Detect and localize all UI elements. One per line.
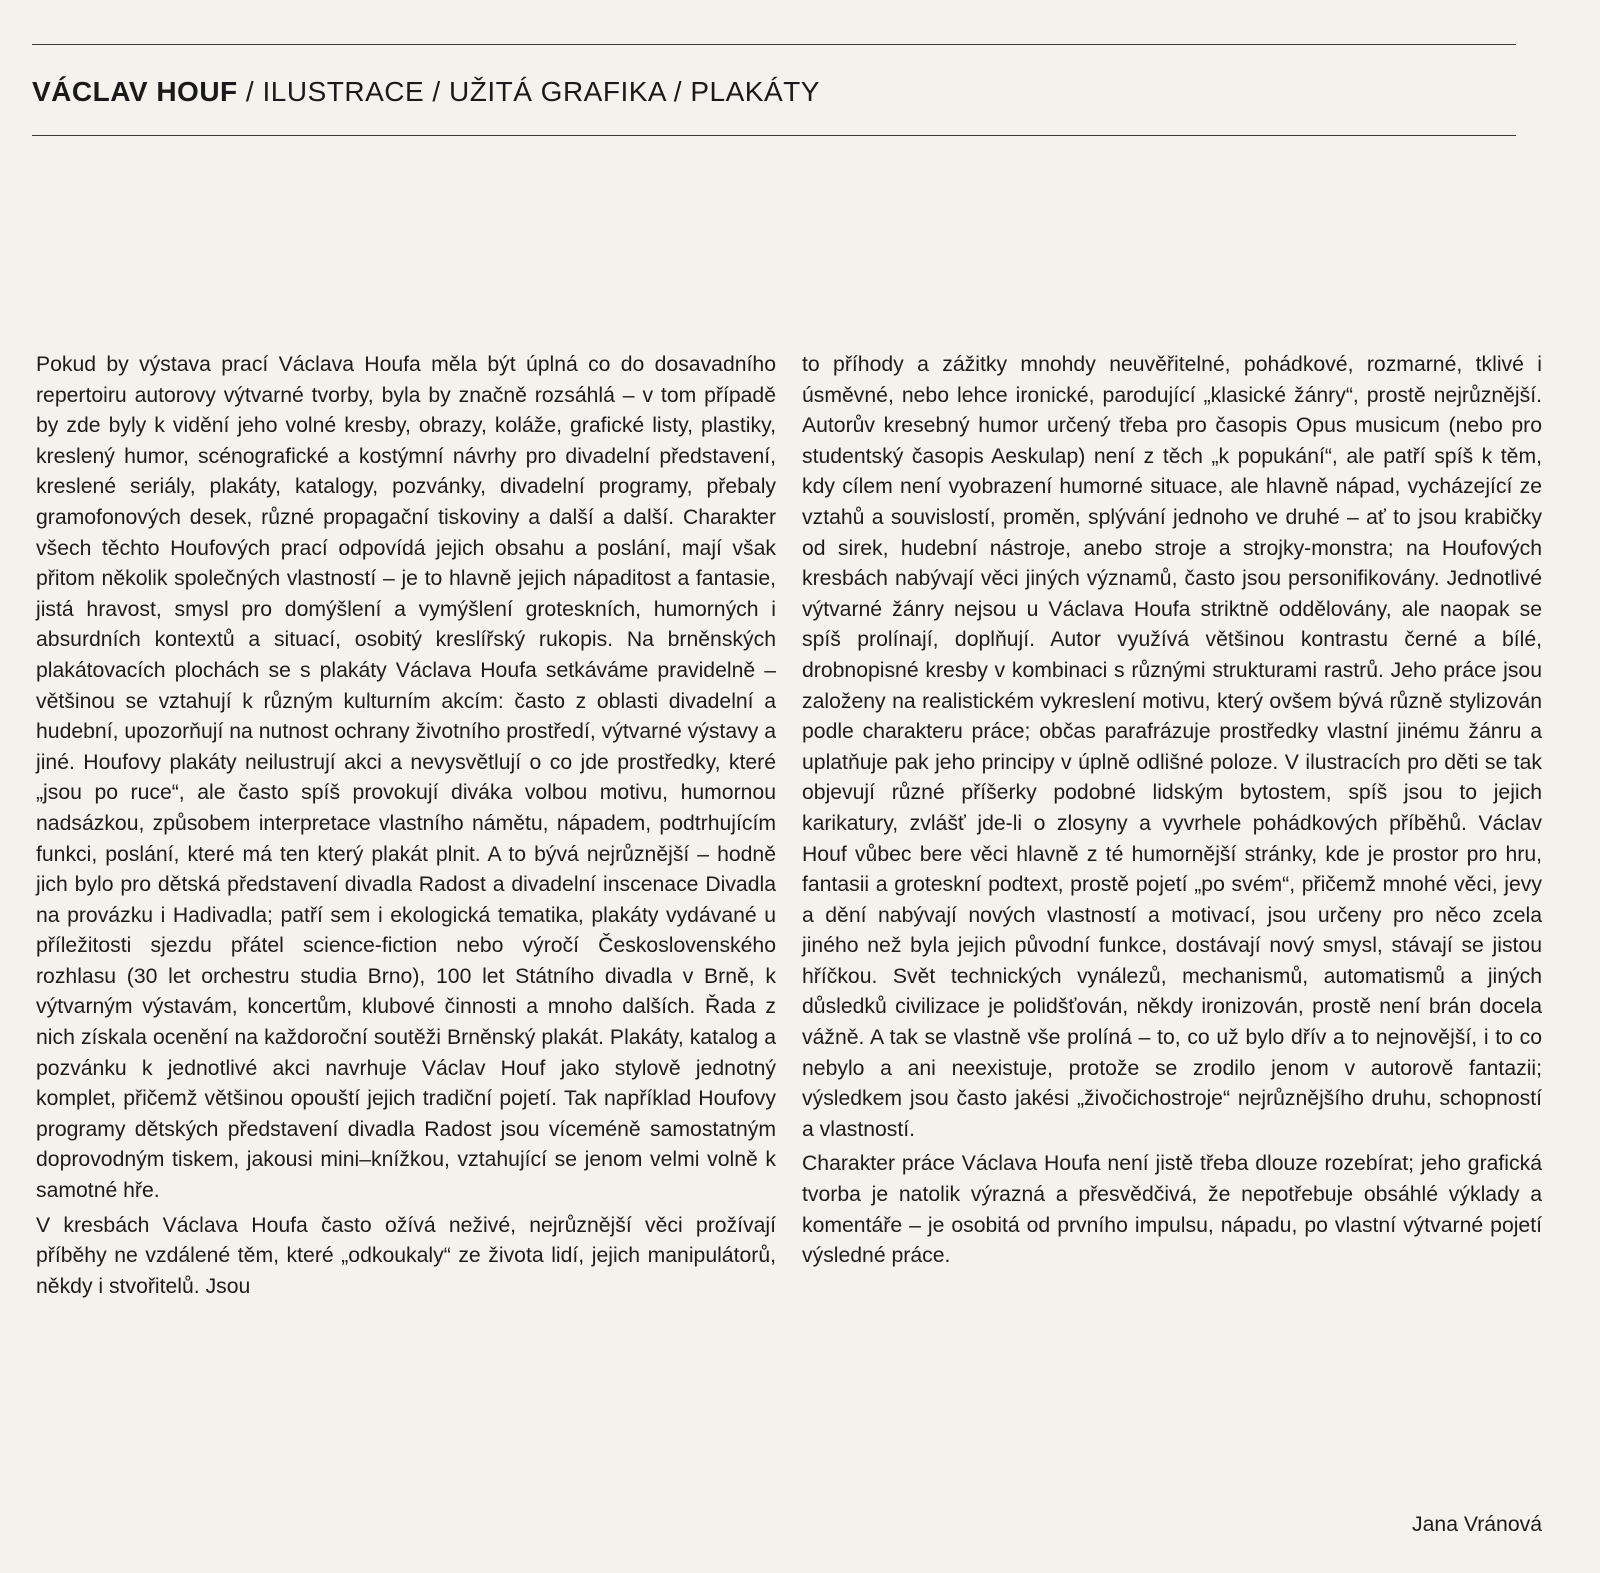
title-separator: / [665,76,691,107]
page-title [32,76,820,108]
article-signature: Jana Vránová [1412,1513,1542,1536]
title-author: VÁCLAV HOUF [32,76,238,107]
article-paragraph: Charakter práce Václava Houfa není jistě třeba dlouze rozebírat; jeho grafická tvorba je natolik výrazná a přesvědčivá, že nepotřebuje obsáhlé výklady a komentáře – je osobitá od prvního impulsu, nápadu, po vlastní výtvarné pojetí výsledné práce. [802,1152,1542,1268]
title-topic-ilustrace: ILUSTRACE [262,76,425,107]
title-separator: / [237,76,263,107]
title-topic-plakaty: PLAKÁTY [690,76,820,107]
article-left-column [36,350,776,1306]
top-rule [32,44,1516,45]
article-paragraph: V kresbách Václava Houfa často ožívá neživé, nejrůznější věci prožívají příběhy ne vzdálené těm, které „odkoukaly“ ze života lidí, jejich manipulátorů, někdy i stvořitelů. Jsou [36,1213,776,1298]
article-paragraph: Pokud by výstava prací Václava Houfa měla být úplná co do dosavadního repertoiru autorovy výtvarné tvorby, byla by značně rozsáhlá – v tom případě by zde byly k vidění jeho volné kresby, obrazy, koláže, grafické listy, plastiky, kreslený humor, scénografické a kostýmní návrhy pro divadelní představení, kreslené seriály, plakáty, katalogy, pozvánky, divadelní programy, přebaly gramofonových desek, různé propagační tiskoviny a další a další. Charakter všech těchto Houfových prací odpovídá jejich obsahu a poslání, mají však přitom několik společných vlastností – je to hlavně jejich nápaditost a fantasie, jistá hravost, smysl pro domýšlení a vymýšlení groteskních, humorných i absurdních kontextů a situací, osobitý kreslířský rukopis. Na brněnských plakátovacích plochách se s plakáty Václava Houfa setkáváme pravidelně – většinou se vztahují k různým kulturním akcím: často z oblasti divadelní a hudební, upozorňují na nutnost ochrany životního prostředí, výtvarné výstavy a jiné. Houfovy plakáty neilustrují akci a nevysvětlují o co jde prostředky, které „jsou po ruce“, ale často spíš provokují diváka volbou motivu, humornou nadsázkou, způsobem interpretace vlastního námětu, nápadem, podtrhujícím funkci, poslání, které má ten který plakát plnit. A to bývá nejrůznější – hodně jich bylo pro dětská představení divadla Radost a divadelní inscenace Divadla na provázku i Hadivadla; patří sem i ekologická tematika, plakáty vydávané u příležitosti sjezdu přátel science-fiction nebo výročí Československého rozhlasu (30 let orchestru studia Brno), 100 let Státního divadla v Brně, k výtvarným výstavám, koncertům, klubové činnosti a mnoho dalších. Řada z nich získala ocenění na každoroční soutěži Brněnský plakát. Plakáty, katalog a pozvánku k jednotlivé akci navrhuje Václav Houf jako stylově jednotný komplet, přičemž většinou opouští jejich tradiční pojetí. Tak například Houfovy programy dětských představení divadla Radost jsou víceméně samostatným doprovodným tiskem, jakousi mini–knížkou, vztahující se jenom velmi volně k samotné hře. [36,353,776,1203]
bottom-rule [32,135,1516,136]
title-topic-uzita-grafika: UŽITÁ GRAFIKA [449,76,666,107]
article-paragraph: to příhody a zážitky mnohdy neuvěřitelné, pohádkové, rozmarné, tklivé i úsměvné, nebo lehce ironické, parodující „klasické žánry“, prostě nejrůznější. Autorův kresebný humor určený třeba pro časopis Opus musicum (nebo pro studentský časopis Aeskulap) není z těch „k popukání“, ale patří spíš k těm, kdy cílem není vyobrazení humorné situace, ale hlavně nápad, vycházející ze vztahů a souvislostí, proměn, splývání jednoho ve druhé – ať to jsou krabičky od sirek, hudební nástroje, anebo stroje a strojky-monstra; na Houfových kresbách nabývají věci jiných významů, často jsou personifikovány. Jednotlivé výtvarné žánry nejsou u Václava Houfa striktně oddělovány, ale naopak se spíš prolínají, doplňují. Autor využívá většinou kontrastu černé a bílé, drobnopisné kresby v kombinaci s různými strukturami rastrů. Jeho práce jsou založeny na realistickém vykreslení motivu, který ovšem bývá různě stylizován podle charakteru práce; občas parafrázuje prostředky vlastní jinému žánru a uplatňuje pak jeho principy v úplně odlišné poloze. V ilustracích pro děti se tak objevují různé příšerky podobné lidským bytostem, spíš jsou to jejich karikatury, zvlášť jde-li o zlosyny a vyvrhele pohádkových příběhů. Václav Houf vůbec bere věci hlavně z té humornější stránky, kde je prostor pro hru, fantasii a groteskní podtext, prostě pojetí „po svém“, přičemž mnohé věci, jevy a dění nabývají nových vlastností a motivací, jsou určeny pro něco zcela jiného než byla jejich původní funkce, dostávají nový smysl, stávají se jistou hříčkou. Svět technických vynálezů, mechanismů, automatismů a jiných důsledků civilizace je polidšťován, někdy ironizován, prostě není brán docela vážně. A tak se vlastně vše prolíná – to, co už bylo dřív a to nejnovější, i to co nebylo a ani neexistuje, protože se zrodilo jenom v autorově fantazii; výsledkem jsou často jakési „živočichostroje“ nejrůznějšího druhu, schopností a vlastností. [802,353,1542,1141]
title-separator: / [424,76,449,107]
article-right-column [802,350,1542,1276]
